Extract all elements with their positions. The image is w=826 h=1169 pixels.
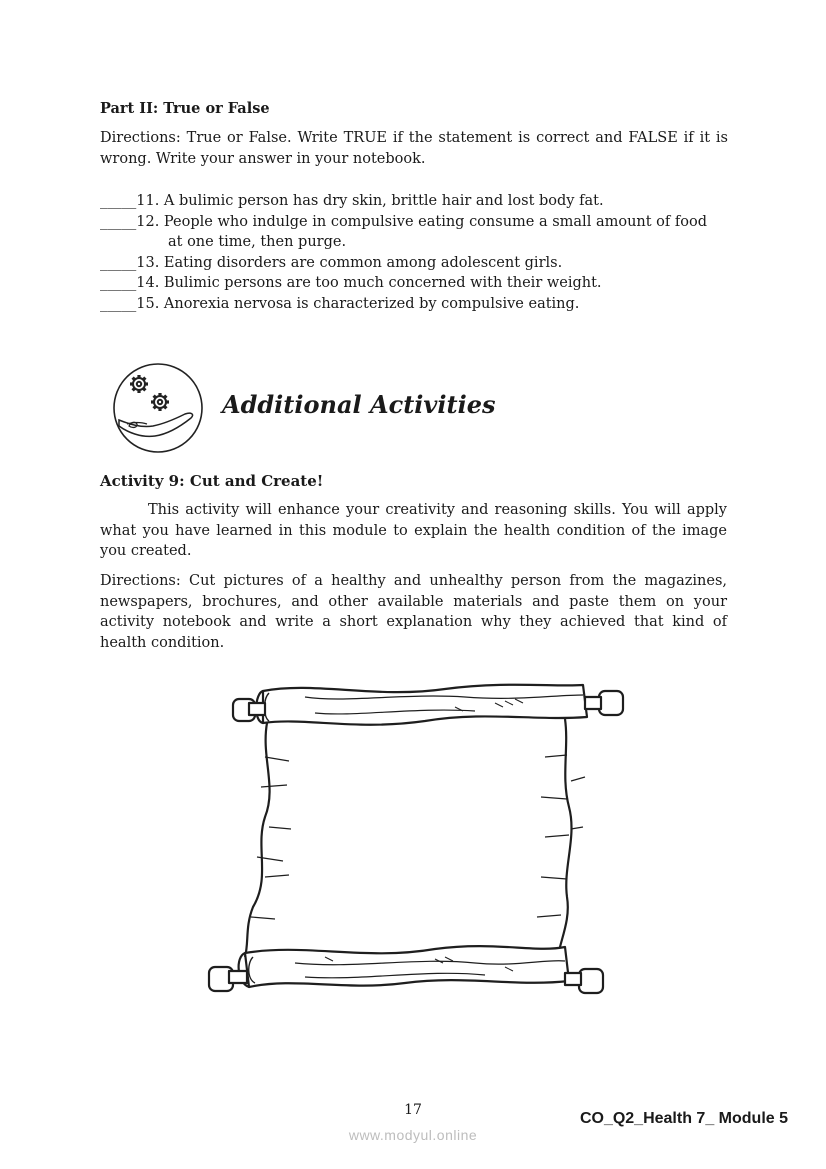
item-text: at one time, then purge. [168, 234, 347, 251]
activity-directions: Directions: Cut pictures of a healthy and unhealthy person from the magazines, newspapers, brochures, and other available materials and paste them on your activity notebook and write a short explanation why they achieved that kind of health condition. [100, 573, 727, 651]
watermark: www.modyul.online [348, 1127, 478, 1143]
activity-intro-text: This activity will enhance your creativity and reasoning skills. You will apply what you have learned in this module to explain the health condition of the image you created. [100, 502, 727, 560]
list-item [100, 294, 740, 315]
list-item [100, 273, 740, 294]
list-item [100, 253, 740, 274]
part-directions: Directions: True or False. Write TRUE if the statement is correct and FALSE if it is wrong. Write your answer in your notebook. [100, 130, 728, 167]
section-title: Additional Activities [222, 390, 496, 419]
activity-intro [100, 500, 727, 562]
item-text: 15. Anorexia nervosa is characterized by compulsive eating. [136, 295, 580, 312]
true-false-list [100, 191, 740, 315]
item-text: 11. A bulimic person has dry skin, brittle hair and lost body fat. [136, 193, 604, 209]
page-number: 17 [404, 1102, 422, 1118]
activity-heading: Activity 9: Cut and Create! [100, 472, 324, 490]
gears-in-hand-icon [111, 362, 205, 454]
list-item [100, 191, 740, 212]
module-code: CO_Q2_Health 7_ Module 5 [579, 1110, 788, 1127]
answer-blank: _____ [100, 213, 137, 230]
answer-blank: _____ [100, 254, 137, 271]
list-item [100, 212, 740, 233]
blank-scroll-illustration [205, 677, 630, 1002]
answer-blank: _____ [100, 193, 137, 209]
list-item-continuation [100, 232, 740, 253]
item-text: 12. People who indulge in compulsive eating consume a small amount of food [136, 213, 707, 230]
part-heading: Part II: True or False [100, 100, 270, 117]
item-text: 14. Bulimic persons are too much concerned with their weight. [136, 275, 602, 292]
item-text: 13. Eating disorders are common among adolescent girls. [136, 254, 563, 271]
answer-blank: _____ [100, 295, 137, 312]
answer-blank: _____ [100, 275, 137, 292]
